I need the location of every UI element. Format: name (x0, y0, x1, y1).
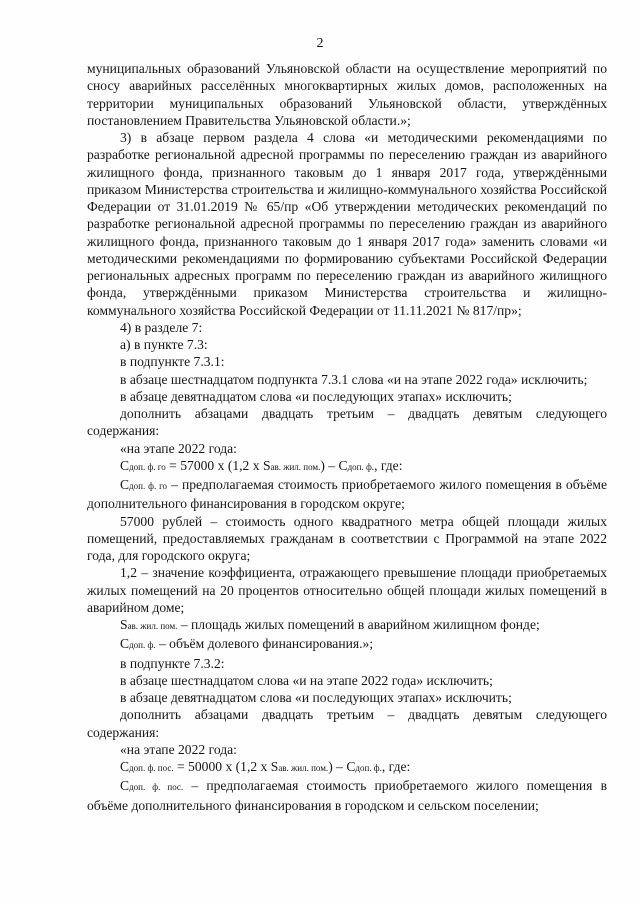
paragraph: «на этапе 2022 года: (120, 741, 237, 757)
def-c: С (120, 477, 130, 492)
formula2-end: , где: (381, 759, 411, 774)
paragraph: муниципальных образований Ульяновской области на осуществление мероприятий по сносу аварийных расселённых многоквартирных жилых домов, расположенных на территории муниципальных образований Ульяновской области, утверждённых постановлением Правительства Ульяновской области.»; (87, 61, 607, 128)
paragraph: дополнить абзацами двадцать третьим – двадцать девятым следующего содержания: (87, 707, 607, 740)
definition-urban-cost (87, 476, 607, 513)
def-s-subscript: ав. жил. пом. (127, 621, 178, 631)
formula-end: , где: (374, 457, 403, 473)
definition-settlement-cost (87, 777, 607, 814)
def2-text: – предполагаемая стоимость приобретаемого жилого помещения в объёме дополнительного финансирования в городском и сельском поселении; (87, 778, 607, 813)
paragraph-group-1 (87, 60, 607, 457)
paragraph: в абзаце девятнадцатом слова «и последующих этапах» исключить; (120, 690, 512, 705)
paragraph: в подпункте 7.3.1: (120, 354, 225, 370)
formula2-minus: ) – (328, 759, 347, 774)
paragraph: в абзаце девятнадцатом слова «и последующих этапах» исключить; (120, 388, 512, 404)
def-s: S (120, 617, 128, 632)
formula2-c2: С (346, 759, 356, 774)
document-body (87, 60, 607, 814)
formula-c-subscript: доп. ф. го (129, 461, 166, 472)
formula-c: С (120, 457, 130, 473)
def-s-text: – площадь жилых помещений в аварийном жилищном фонде; (177, 617, 540, 632)
paragraph: в абзаце шестнадцатом подпункта 7.3.1 слова «и на этапе 2022 года» исключить; (120, 371, 588, 387)
def-c-share-text: – объём долевого финансирования.»; (155, 636, 374, 652)
definition-shared-financing (87, 635, 607, 654)
paragraph: 4) в разделе 7: (120, 319, 203, 335)
paragraph: «на этапе 2022 года: (120, 440, 237, 456)
formula2-s: S (270, 759, 279, 774)
paragraph: а) в пункте 7.3: (120, 337, 208, 352)
paragraph: 57000 рублей – стоимость одного квадратного метра общей площади жилых помещений, предоставляемых гражданам в соответствии с Программой на этапе 2022 года, для городского округа; (87, 513, 607, 563)
formula-c2-subscript: доп. ф. (347, 461, 375, 472)
formula-equals: = 57000 х (1,2 х (165, 457, 263, 473)
def-c-subscript: доп. ф. го (129, 481, 168, 491)
def-text: – предполагаемая стоимость приобретаемого жилого помещения в объёме дополнительного финансирования в городском округе; (87, 477, 607, 512)
def2-c: С (120, 778, 130, 794)
formula2-s-subscript: ав. жил. пом. (278, 763, 329, 773)
paragraph-group-2 (87, 513, 607, 617)
formula-urban-district (87, 457, 607, 476)
paragraph: в подпункте 7.3.2: (120, 655, 225, 671)
def-c-share-subscript: доп. ф. (129, 640, 156, 651)
formula-c2: С (338, 457, 348, 473)
paragraph: 1,2 – значение коэффициента, отражающего превышение площади приобретаемых жилых помещений на 20 процентов относительно общей площади жилых помещений в аварийном доме; (87, 565, 607, 615)
def2-c-subscript: доп. ф. пос. (129, 782, 184, 793)
formula-s-subscript: ав. жил. пом. (270, 461, 321, 472)
paragraph: дополнить абзацами двадцать третьим – двадцать девятым следующего содержания: (87, 406, 607, 439)
formula-settlement (87, 758, 607, 777)
formula2-c: С (120, 759, 130, 774)
def-c-share: С (120, 636, 130, 652)
paragraph: в абзаце шестнадцатом слова «и на этапе 2022 года» исключить; (120, 672, 493, 688)
formula-s: S (262, 457, 271, 473)
formula2-equals: = 50000 х (1,2 х (173, 759, 271, 774)
page-number: 2 (316, 36, 324, 51)
definition-emergency-area (87, 616, 607, 635)
formula-minus: ) – (320, 457, 339, 473)
formula2-c2-subscript: доп. ф. (355, 763, 382, 773)
formula2-c-subscript: доп. ф. пос. (129, 763, 174, 773)
paragraph: 3) в абзаце первом раздела 4 слова «и методическими рекомендациями по разработке региональной адресной программы по переселению граждан из аварийного жилищного фонда, признанного таковым до 1 января 2017 года, утверждёнными приказом Министерства строительства и жилищно-коммунального хозяйства Российской Федерации от 31.01.2019 № 65/пр «Об утверждении методических рекомендаций по разработке региональной адресной программы по переселению граждан из аварийного жилищного фонда, признанного таковым до 1 января 2017 года» заменить словами «и методическими рекомендациями по формированию субъектами Российской Федерации региональных адресных программ по переселению граждан из аварийного жилищного фонда, утверждёнными приказом Министерства строительства и жилищно-коммунального хозяйства Российской Федерации от 11.11.2021 № 817/пр»; (87, 130, 607, 318)
paragraph-group-3 (87, 655, 607, 759)
